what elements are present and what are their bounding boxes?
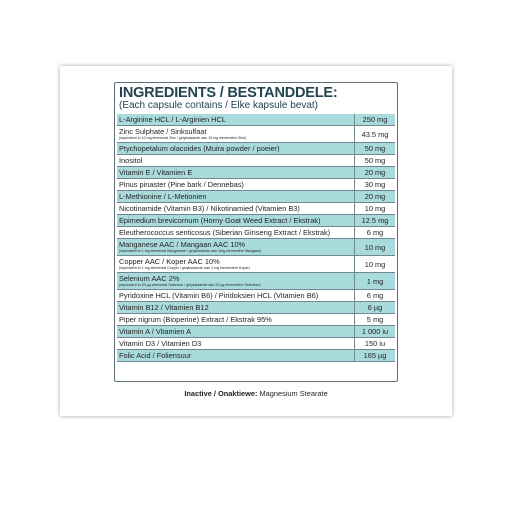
- ingredient-amount: 1 000 iu: [361, 327, 389, 336]
- ingredients-card: [60, 66, 452, 416]
- ingredient-note: (equivalent to 1 mg elemental Copper / gelykstaande aan 1 mg elementêre Koper): [119, 266, 250, 271]
- ingredient-amount: 6 mg: [366, 291, 384, 300]
- ingredient-name-cell: [117, 215, 355, 226]
- ingredient-name: Zinc Sulphate / Sinksulfaat: [119, 127, 207, 137]
- ingredient-amount: 12.5 mg: [361, 216, 389, 225]
- ingredient-amount: 43.5 mg: [361, 129, 389, 139]
- ingredient-amount: 10 mg: [364, 242, 386, 252]
- ingredient-name: Selenium AAC 2%: [119, 274, 180, 284]
- ingredient-name-cell: [117, 273, 355, 289]
- ingredient-name: Pyridoxine HCL (Vitamin B6) / Piridoksien HCL (Vitamien B6): [119, 291, 319, 300]
- ingredient-name: Pinus pinaster (Pine bark / Dennebas): [119, 180, 244, 189]
- ingredient-note: (equivalent to 10 mg elemental Zinc / gelykstaande aan 10 mg elementêre Sink): [119, 136, 247, 141]
- ingredient-name-cell: [117, 227, 355, 238]
- table-row: [117, 302, 395, 314]
- ingredient-name-cell: [117, 338, 355, 349]
- inactive-ingredients: [60, 389, 452, 398]
- ingredient-name: L-Methionine / L-Metionien: [119, 192, 207, 201]
- ingredient-name-cell: [117, 290, 355, 301]
- ingredient-name-cell: [117, 179, 355, 190]
- table-row: [117, 126, 395, 143]
- ingredient-name-cell: [117, 191, 355, 202]
- ingredient-name: Nicotinamide (Vitamin B3) / Nikotinamied (Vitamien B3): [119, 204, 300, 213]
- ingredient-name: Copper AAC / Koper AAC 10%: [119, 257, 220, 267]
- ingredient-name-cell: [117, 114, 355, 125]
- ingredient-name: Vitamin B12 / Vitamien B12: [119, 303, 209, 312]
- table-row: [117, 227, 395, 239]
- table-row: [117, 338, 395, 350]
- ingredient-amount: 20 mg: [364, 168, 386, 177]
- ingredient-amount: 6 mg: [366, 228, 384, 237]
- ingredient-note: (equivalent to 1 mg elemental Manganese / gelykstaande aan 1mg elementêre Mangaan): [119, 249, 262, 254]
- ingredient-amount: 1 mg: [366, 276, 384, 286]
- inactive-label: Inactive / Onaktiewe:: [184, 389, 258, 398]
- panel-title: INGREDIENTS / BESTANDDELE:: [119, 85, 338, 101]
- ingredient-amount: 10 mg: [364, 204, 386, 213]
- ingredient-name-cell: [117, 143, 355, 154]
- ingredient-name: Ptychopetalum olacoides (Muira powder / poeier): [119, 144, 280, 153]
- table-row: [117, 215, 395, 227]
- ingredient-name-cell: [117, 167, 355, 178]
- table-row: [117, 203, 395, 215]
- table-row: [117, 143, 395, 155]
- ingredient-name: Piper nigrum (Bioperine) Extract / Ekstrak 95%: [119, 315, 272, 324]
- table-row: [117, 167, 395, 179]
- ingredient-name-cell: [117, 239, 355, 255]
- table-row: [117, 179, 395, 191]
- ingredient-amount: 20 mg: [364, 192, 386, 201]
- ingredient-name: Vitamin D3 / Vitamien D3: [119, 339, 202, 348]
- ingredient-name-cell: [117, 302, 355, 313]
- ingredient-name-cell: [117, 256, 355, 272]
- ingredient-note: (equivalent to 20 µg elemental Selenium / gelykstaande aan 20 µg elementêre Selenium): [119, 283, 261, 288]
- ingredient-name: L-Arginine HCL / L-Arginien HCL: [119, 115, 226, 124]
- ingredient-name: Epimedium brevicornum (Horny Goat Weed Extract / Ekstrak): [119, 216, 321, 225]
- ingredient-amount: 5 mg: [366, 315, 384, 324]
- table-row: [117, 256, 395, 273]
- ingredient-name: Manganese AAC / Mangaan AAC 10%: [119, 240, 246, 250]
- ingredient-name-cell: [117, 350, 355, 361]
- ingredient-name: Folic Acid / Foliensuur: [119, 351, 192, 360]
- table-row: [117, 326, 395, 338]
- ingredient-amount: 10 mg: [364, 259, 386, 269]
- ingredient-amount: 50 mg: [364, 156, 386, 165]
- ingredient-name-cell: [117, 203, 355, 214]
- ingredient-name: Vitamin E / Vitamien E: [119, 168, 193, 177]
- table-row: [117, 114, 395, 126]
- ingredient-amount: 50 mg: [364, 144, 386, 153]
- ingredient-amount: 165 µg: [363, 351, 387, 360]
- inactive-value: Magnesium Stearate: [257, 389, 328, 398]
- table-row: [117, 290, 395, 302]
- ingredient-name: Eleutherococcus senticosus (Siberian Ginseng Extract / Ekstrak): [119, 228, 331, 237]
- ingredient-amount: 30 mg: [364, 180, 386, 189]
- ingredient-name-cell: [117, 314, 355, 325]
- table-row: [117, 191, 395, 203]
- ingredient-amount: 6 µg: [367, 303, 383, 312]
- table-row: [117, 273, 395, 290]
- panel-subtitle: (Each capsule contains / Elke kapsule bevat): [119, 100, 318, 111]
- table-row: [117, 239, 395, 256]
- ingredient-name-cell: [117, 155, 355, 166]
- ingredient-name: Inositol: [119, 156, 143, 165]
- ingredient-name-cell: [117, 326, 355, 337]
- ingredients-panel: [114, 82, 398, 382]
- table-row: [117, 155, 395, 167]
- ingredients-table: [117, 114, 395, 362]
- ingredient-amount: 150 iu: [364, 339, 386, 348]
- table-row: [117, 314, 395, 326]
- ingredient-name-cell: [117, 126, 355, 142]
- table-row: [117, 350, 395, 362]
- ingredient-name: Vitamin A / Vitamien A: [119, 327, 192, 336]
- ingredient-amount: 250 mg: [362, 115, 388, 124]
